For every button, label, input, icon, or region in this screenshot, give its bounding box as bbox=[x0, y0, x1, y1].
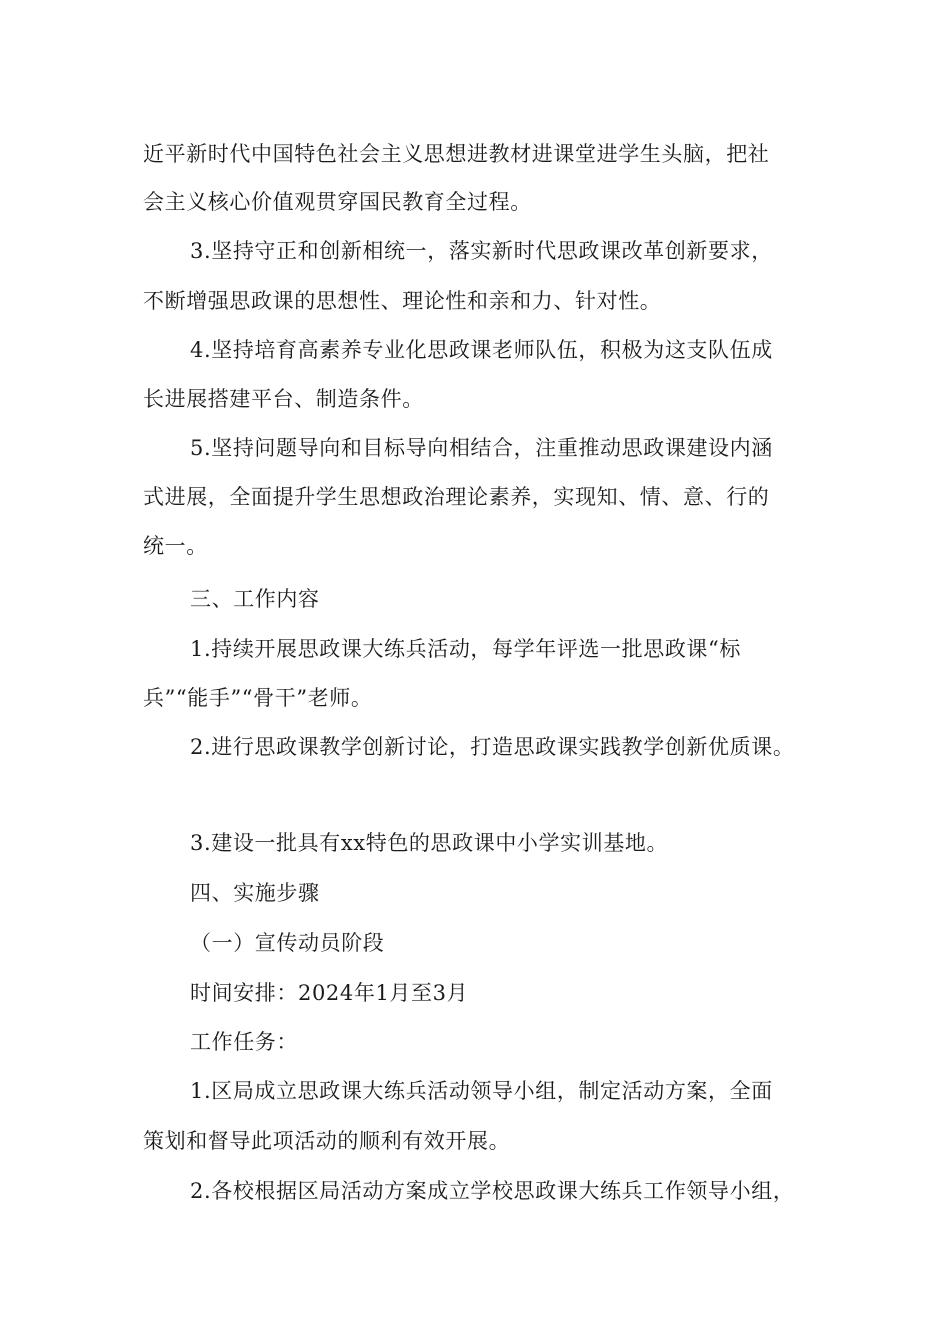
body-text-line: 兵”“能手”“骨干”老师。 bbox=[143, 686, 373, 710]
content-item-1: 1.持续开展思政课大练兵活动，每学年评选一批思政课“标 bbox=[190, 637, 741, 661]
schedule-line: 时间安排：2024年1月至3月 bbox=[190, 981, 469, 1005]
tasks-label: 工作任务： bbox=[190, 1030, 298, 1054]
body-text-line: 长进展搭建平台、制造条件。 bbox=[143, 387, 424, 411]
content-item-2: 2.进行思政课教学创新讨论，打造思政课实践教学创新优质课。 bbox=[190, 735, 795, 759]
body-text-line: 会主义核心价值观贯穿国民教育全过程。 bbox=[143, 190, 532, 214]
task-item-1: 1.区局成立思政课大练兵活动领导小组，制定活动方案，全面 bbox=[190, 1079, 773, 1103]
list-item-3: 3.坚持守正和创新相统一，落实新时代思政课改革创新要求， bbox=[190, 239, 773, 263]
content-item-3: 3.建设一批具有xx特色的思政课中小学实训基地。 bbox=[190, 831, 669, 855]
body-text-line: 策划和督导此项活动的顺利有效开展。 bbox=[143, 1129, 511, 1153]
subsection-heading-stage-1: （一）宣传动员阶段 bbox=[190, 931, 385, 955]
task-item-2: 2.各校根据区局活动方案成立学校思政课大练兵工作领导小组， bbox=[190, 1179, 795, 1203]
list-item-4: 4.坚持培育高素养专业化思政课老师队伍，积极为这支队伍成 bbox=[190, 338, 773, 362]
section-heading-work-content: 三、工作内容 bbox=[190, 587, 320, 611]
list-item-5: 5.坚持问题导向和目标导向相结合，注重推动思政课建设内涵 bbox=[190, 436, 773, 460]
body-text-line: 不断增强思政课的思想性、理论性和亲和力、针对性。 bbox=[143, 289, 662, 313]
body-text-line: 统一。 bbox=[143, 534, 208, 558]
body-text-line: 近平新时代中国特色社会主义思想进教材进课堂进学生头脑，把社 bbox=[143, 142, 770, 166]
body-text-line: 式进展，全面提升学生思想政治理论素养，实现知、情、意、行的 bbox=[143, 485, 770, 509]
section-heading-steps: 四、实施步骤 bbox=[190, 881, 320, 905]
